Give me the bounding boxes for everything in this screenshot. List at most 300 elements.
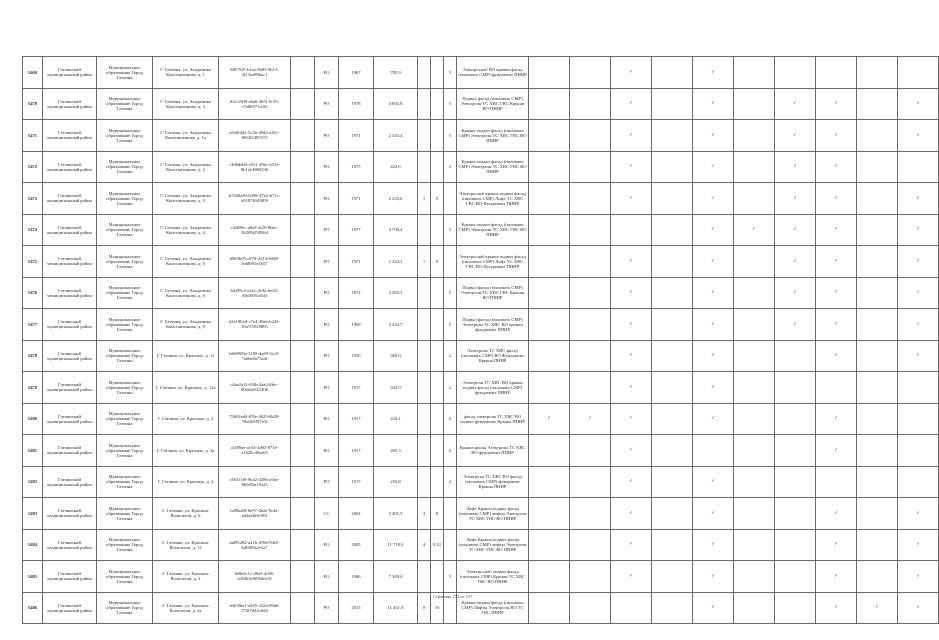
work-types-cell: Электроэн ТС ХВС ВО крыша подвал фасад (пиломать СМР) фундамент ПНИР: [457, 372, 529, 404]
empty-cell: [291, 372, 315, 404]
year-cell: 1967: [339, 57, 374, 89]
district-cell: Гатчинский муниципальный район: [43, 340, 97, 372]
table-row: [23, 372, 939, 404]
work-types-cell: Подвал фасад (пиломать СМР) Электроэн ТС ХВС ГВС Крыши ВО ПНИР: [457, 88, 529, 120]
check-cell-2: [570, 151, 611, 183]
floors-cell: 2: [444, 403, 457, 435]
checkmark-icon: ✓: [834, 195, 838, 201]
form-cell: РО: [315, 592, 339, 624]
work-types-cell: Электроснаб подвал фасад (пиломать СМР) Крыши ТС ХВС ГВС ВО ПНИР: [457, 561, 529, 593]
work-types-cell: Подвал фасад (пиломать СМР) Электроэн ТС ХВС ВО кровли фундамент ПНИР: [457, 309, 529, 341]
address-cell: Г. Гатчина, ул. Красных, д. 2: [153, 403, 219, 435]
check-cell-1: [529, 435, 570, 467]
check-cell-5: [693, 466, 734, 498]
check-cell-9: [857, 498, 898, 530]
check-cell-2: [570, 214, 611, 246]
guid-cell: b4f95c2-e4a1-4c9a-be24-f0fd5f91a5d3: [219, 277, 291, 309]
year-cell: 1971: [339, 183, 374, 215]
check-cell-3: [611, 120, 652, 152]
check-cell-4: [652, 466, 693, 498]
area-cell: 3 491,5: [374, 498, 418, 530]
work-types-cell: Крыша подвал фасад (пиломать СМР) Лифты Электроэн ВО ТС ГВС ПНИР: [457, 592, 529, 624]
row-number: 5477: [23, 309, 43, 341]
checkmark-icon: ✓: [629, 321, 633, 327]
check-cell-4: [652, 529, 693, 561]
check-cell-10: [898, 246, 939, 278]
district-cell: Гатчинский муниципальный район: [43, 246, 97, 278]
address-cell: Г. Гатчина, ул. Академика Константинова, д. 6: [153, 277, 219, 309]
checkmark-icon: ✓: [629, 479, 633, 485]
check-cell-1: [529, 498, 570, 530]
check-cell-1: [529, 183, 570, 215]
row-number: 5471: [23, 120, 43, 152]
checkmark-icon: ✓: [793, 164, 797, 170]
empty-cell: [291, 498, 315, 530]
address-cell: Г. Гатчина, ул. Академика Константинова, д. 5: [153, 246, 219, 278]
area-cell: 3 432,7: [374, 309, 418, 341]
table-row: [23, 498, 939, 530]
check-cell-6: [734, 183, 775, 215]
check-cell-8: [816, 466, 857, 498]
check-cell-1: [529, 151, 570, 183]
check-cell-8: [816, 309, 857, 341]
check-cell-10: [898, 151, 939, 183]
floors-cell: [444, 246, 457, 278]
checkmark-icon: ✓: [834, 605, 838, 611]
check-cell-2: [570, 88, 611, 120]
check-cell-7: [775, 435, 816, 467]
check-cell-10: [898, 403, 939, 435]
municipality-cell: Муниципальное образование Город Гатчина: [97, 340, 153, 372]
area-cell: 434,1: [374, 403, 418, 435]
address-cell: Г. Гатчина, ул. Красных, д. 12а: [153, 372, 219, 404]
table-row: [23, 151, 939, 183]
empty-cell: [291, 340, 315, 372]
checkmark-icon: ✓: [711, 416, 715, 422]
lifts-cell: 1: [418, 183, 431, 215]
check-cell-3: [611, 498, 652, 530]
work-types-cell: Лифт Крыша подвал фасад (пиломать СМР) лифты Электроэн ТС ХВС ГВС ВО ПНИР: [457, 498, 529, 530]
area-cell: 4 092,8: [374, 88, 418, 120]
empty-cell: [291, 183, 315, 215]
checkmark-icon: ✓: [916, 101, 920, 107]
work-types-cell: Лифт Крыша подвал фасад (пиломать СМР) лифты Электроэн ТС ХВС ГВС ВО ПНИР: [457, 529, 529, 561]
work-types-cell: Подвал фасад (пиломать СМР) Электроэн ТС ХВС ГВС Крыши ВО ПНИР: [457, 277, 529, 309]
municipality-cell: Муниципальное образование Город Гатчина: [97, 183, 153, 215]
guid-cell: 6e8e0c1c-48a5-4c96-b2f6b3e8f05dfe10: [219, 561, 291, 593]
check-cell-4: [652, 309, 693, 341]
storeys-range-cell: 9: [431, 183, 444, 215]
guid-cell: fa80ba8f-6e97-4b2a-9c4a-ed4a2bf6c98f: [219, 498, 291, 530]
checkmark-icon: ✓: [711, 227, 715, 233]
check-cell-5: [693, 88, 734, 120]
page-footer: Страница 153 из 157: [432, 594, 473, 599]
check-cell-3: [611, 214, 652, 246]
checkmark-icon: ✓: [875, 605, 879, 611]
address-cell: Г. Гатчина, ул. Академика Константинова, д. 1: [153, 57, 219, 89]
check-cell-2: [570, 246, 611, 278]
check-cell-1: [529, 88, 570, 120]
check-cell-2: [570, 561, 611, 593]
check-cell-9: [857, 183, 898, 215]
area-cell: 4 303,3: [374, 277, 418, 309]
check-cell-5: [693, 277, 734, 309]
table-row: [23, 340, 939, 372]
lifts-cell: [418, 214, 431, 246]
check-cell-7: [775, 529, 816, 561]
check-cell-3: [611, 309, 652, 341]
check-cell-5: [693, 309, 734, 341]
row-number: 5472: [23, 151, 43, 183]
check-cell-6: [734, 88, 775, 120]
check-cell-9: [857, 57, 898, 89]
checkmark-icon: ✓: [629, 164, 633, 170]
check-cell-8: [816, 340, 857, 372]
check-cell-4: [652, 403, 693, 435]
checkmark-icon: ✓: [793, 195, 797, 201]
form-cell: РО: [315, 183, 339, 215]
municipality-cell: Муниципальное образование Город Гатчина: [97, 88, 153, 120]
floors-cell: 2: [444, 466, 457, 498]
storeys-range-cell: [431, 340, 444, 372]
floors-cell: [444, 498, 457, 530]
row-number: 5474: [23, 214, 43, 246]
check-cell-8: [816, 183, 857, 215]
checkmark-icon: ✓: [916, 258, 920, 264]
check-cell-4: [652, 88, 693, 120]
check-cell-2: [570, 403, 611, 435]
checkmark-icon: ✓: [711, 101, 715, 107]
storeys-range-cell: 9: [431, 246, 444, 278]
lifts-cell: [418, 88, 431, 120]
district-cell: Гатчинский муниципальный район: [43, 183, 97, 215]
check-cell-10: [898, 435, 939, 467]
address-cell: Г. Гатчина, ул. Красных, д. 3а: [153, 435, 219, 467]
form-cell: РО: [315, 466, 339, 498]
year-cell: 2004: [339, 498, 374, 530]
checkmark-icon: ✓: [629, 290, 633, 296]
check-cell-4: [652, 340, 693, 372]
check-cell-2: [570, 435, 611, 467]
check-cell-3: [611, 151, 652, 183]
row-number: 5476: [23, 277, 43, 309]
checkmark-icon: ✓: [834, 353, 838, 359]
guid-cell: d4fc9ba1-a545-432d-99a6-772f7d42c6d4: [219, 592, 291, 624]
municipality-cell: Муниципальное образование Город Гатчина: [97, 466, 153, 498]
check-cell-2: [570, 277, 611, 309]
guid-cell: fad95284-a41b-4766-94e5-b40f09a2e3a7: [219, 529, 291, 561]
checkmark-icon: ✓: [711, 384, 715, 390]
district-cell: Гатчинский муниципальный район: [43, 151, 97, 183]
lifts-cell: [418, 151, 431, 183]
address-cell: Г. Гатчина, ул. Красных Военлетов, д. 2: [153, 561, 219, 593]
check-cell-5: [693, 246, 734, 278]
empty-cell: [291, 88, 315, 120]
check-cell-8: [816, 214, 857, 246]
check-cell-1: [529, 246, 570, 278]
municipality-cell: Муниципальное образование Город Гатчина: [97, 57, 153, 89]
lifts-cell: [418, 435, 431, 467]
checkmark-icon: ✓: [793, 258, 797, 264]
check-cell-4: [652, 120, 693, 152]
floors-cell: 5: [444, 88, 457, 120]
empty-cell: [291, 246, 315, 278]
address-cell: Г. Гатчина, ул. Академика Константинова, д. 1а: [153, 120, 219, 152]
district-cell: Гатчинский муниципальный район: [43, 498, 97, 530]
check-cell-7: [775, 277, 816, 309]
checkmark-icon: ✓: [711, 479, 715, 485]
check-cell-6: [734, 403, 775, 435]
check-cell-6: [734, 214, 775, 246]
guid-cell: b6f6909a-3109-4ad9-3cc5-7ab6e0a75a4f: [219, 340, 291, 372]
district-cell: Гатчинский муниципальный район: [43, 88, 97, 120]
form-cell: РО: [315, 214, 339, 246]
checkmark-icon: ✓: [629, 384, 633, 390]
work-types-cell: Электроснаб крыша подвал фасад (пиломать СМР) Лифт ТС ХВС ГВС ВО Фундамент ПНИР: [457, 183, 529, 215]
address-cell: Г. Гатчина, ул. Академика Константинова, д. 9: [153, 309, 219, 341]
checkmark-icon: ✓: [834, 164, 838, 170]
lifts-cell: [418, 561, 431, 593]
row-number: 5482: [23, 466, 43, 498]
checkmark-icon: ✓: [711, 69, 715, 75]
empty-cell: [291, 277, 315, 309]
lifts-cell: [418, 277, 431, 309]
municipality-cell: Муниципальное образование Город Гатчина: [97, 592, 153, 624]
check-cell-9: [857, 561, 898, 593]
municipality-cell: Муниципальное образование Город Гатчина: [97, 529, 153, 561]
address-cell: Г. Гатчина, ул. Красных Военлетов, д. 2а: [153, 592, 219, 624]
district-cell: Гатчинский муниципальный район: [43, 309, 97, 341]
check-cell-5: [693, 435, 734, 467]
check-cell-8: [816, 277, 857, 309]
floors-cell: 5: [444, 309, 457, 341]
empty-cell: [291, 151, 315, 183]
checkmark-icon: ✓: [711, 195, 715, 201]
empty-cell: [291, 403, 315, 435]
checkmark-icon: ✓: [629, 101, 633, 107]
year-cell: 1917: [339, 372, 374, 404]
lifts-cell: [418, 466, 431, 498]
check-cell-2: [570, 120, 611, 152]
checkmark-icon: ✓: [834, 573, 838, 579]
table-row: [23, 246, 939, 278]
empty-cell: [291, 120, 315, 152]
form-cell: РО: [315, 561, 339, 593]
check-cell-6: [734, 498, 775, 530]
check-cell-10: [898, 466, 939, 498]
checkmark-icon: ✓: [834, 290, 838, 296]
checkmark-icon: ✓: [916, 321, 920, 327]
row-number: 5480: [23, 403, 43, 435]
check-cell-8: [816, 57, 857, 89]
checkmark-icon: ✓: [711, 542, 715, 548]
check-cell-6: [734, 151, 775, 183]
row-number: 5473: [23, 183, 43, 215]
address-cell: Г. Гатчина, ул. Академика Константинова, д. 3: [153, 183, 219, 215]
checkmark-icon: ✓: [916, 353, 920, 359]
form-cell: РО: [315, 120, 339, 152]
year-cell: 1972: [339, 277, 374, 309]
check-cell-4: [652, 372, 693, 404]
municipality-cell: Муниципальное образование Город Гатчина: [97, 498, 153, 530]
guid-cell: a5a9f4b2-5c2b-49d2-a261-8f04f2495315: [219, 120, 291, 152]
checkmark-icon: ✓: [629, 69, 633, 75]
municipality-cell: Муниципальное образование Город Гатчина: [97, 309, 153, 341]
check-cell-8: [816, 403, 857, 435]
checkmark-icon: ✓: [793, 227, 797, 233]
check-cell-8: [816, 561, 857, 593]
checkmark-icon: ✓: [711, 164, 715, 170]
checkmark-icon: ✓: [916, 290, 920, 296]
check-cell-10: [898, 340, 939, 372]
check-cell-1: [529, 529, 570, 561]
checkmark-icon: ✓: [629, 258, 633, 264]
municipality-cell: Муниципальное образование Город Гатчина: [97, 403, 153, 435]
row-number: 5479: [23, 372, 43, 404]
year-cell: 1975: [339, 151, 374, 183]
row-number: 5486: [23, 592, 43, 624]
storeys-range-cell: [431, 214, 444, 246]
check-cell-3: [611, 88, 652, 120]
check-cell-7: [775, 403, 816, 435]
year-cell: 1917: [339, 466, 374, 498]
checkmark-icon: ✓: [629, 447, 633, 453]
guid-cell: d2e19b2d-c7e4-49ab-b243-35a7f5929805: [219, 309, 291, 341]
checkmark-icon: ✓: [629, 416, 633, 422]
check-cell-8: [816, 246, 857, 278]
lifts-cell: [418, 309, 431, 341]
year-cell: 2015: [339, 592, 374, 624]
check-cell-7: [775, 309, 816, 341]
work-types-cell: Электроэн ТС ХВС фасад (пиломать СМР) ВО Фундамент Крыша ПНИР: [457, 340, 529, 372]
storeys-range-cell: [431, 435, 444, 467]
checkmark-icon: ✓: [711, 510, 715, 516]
floors-cell: [444, 183, 457, 215]
area-cell: 334,9: [374, 372, 418, 404]
check-cell-7: [775, 466, 816, 498]
check-cell-1: [529, 120, 570, 152]
check-cell-4: [652, 498, 693, 530]
check-cell-8: [816, 529, 857, 561]
checkmark-icon: ✓: [711, 290, 715, 296]
check-cell-3: [611, 57, 652, 89]
check-cell-9: [857, 309, 898, 341]
storeys-range-cell: [431, 277, 444, 309]
empty-cell: [291, 214, 315, 246]
checkmark-icon: ✓: [793, 101, 797, 107]
check-cell-4: [652, 151, 693, 183]
check-cell-3: [611, 403, 652, 435]
storeys-range-cell: [431, 57, 444, 89]
checkmark-icon: ✓: [629, 132, 633, 138]
check-cell-8: [816, 120, 857, 152]
check-cell-4: [652, 214, 693, 246]
check-cell-3: [611, 466, 652, 498]
year-cell: 1971: [339, 246, 374, 278]
check-cell-8: [816, 498, 857, 530]
empty-cell: [291, 466, 315, 498]
checkmark-icon: ✓: [629, 573, 633, 579]
checkmark-icon: ✓: [834, 321, 838, 327]
check-cell-9: [857, 246, 898, 278]
lifts-cell: 4: [418, 529, 431, 561]
district-cell: Гатчинский муниципальный район: [43, 561, 97, 593]
check-cell-6: [734, 561, 775, 593]
area-cell: 369,0: [374, 340, 418, 372]
table-row: [23, 309, 939, 341]
check-cell-9: [857, 277, 898, 309]
year-cell: 1971: [339, 120, 374, 152]
storeys-range-cell: [431, 466, 444, 498]
district-cell: Гатчинский муниципальный район: [43, 529, 97, 561]
storeys-range-cell: [431, 88, 444, 120]
check-cell-3: [611, 372, 652, 404]
table-row: [23, 403, 939, 435]
check-cell-1: [529, 340, 570, 372]
check-cell-1: [529, 214, 570, 246]
floors-cell: [444, 529, 457, 561]
storeys-range-cell: 10: [431, 592, 444, 624]
form-cell: РО: [315, 372, 339, 404]
check-cell-9: [857, 466, 898, 498]
check-cell-4: [652, 57, 693, 89]
area-cell: 785,9: [374, 57, 418, 89]
check-cell-9: [857, 435, 898, 467]
guid-cell: c561f1f0-9b42-4286-a9ae-8f6e92a19a32: [219, 466, 291, 498]
floors-cell: 5: [444, 151, 457, 183]
checkmark-icon: ✓: [711, 573, 715, 579]
check-cell-5: [693, 183, 734, 215]
check-cell-6: [734, 57, 775, 89]
check-cell-9: [857, 151, 898, 183]
work-types-cell: Электроснаб ВО крыши фасад (пиломать СМР) фундамент ПНИР: [457, 57, 529, 89]
checkmark-icon: ✓: [793, 321, 797, 327]
check-cell-7: [775, 120, 816, 152]
district-cell: Гатчинский муниципальный район: [43, 277, 97, 309]
checkmark-icon: ✓: [916, 132, 920, 138]
row-number: 5478: [23, 340, 43, 372]
row-number: 5469: [23, 57, 43, 89]
form-cell: РО: [315, 246, 339, 278]
district-cell: Гатчинский муниципальный район: [43, 214, 97, 246]
district-cell: Гатчинский муниципальный район: [43, 466, 97, 498]
form-cell: РО: [315, 57, 339, 89]
checkmark-icon: ✓: [916, 510, 920, 516]
check-cell-6: [734, 372, 775, 404]
lifts-cell: [418, 403, 431, 435]
check-cell-10: [898, 529, 939, 561]
form-cell: РО: [315, 151, 339, 183]
check-cell-10: [898, 498, 939, 530]
check-cell-1: [529, 57, 570, 89]
check-cell-2: [570, 340, 611, 372]
check-cell-7: [775, 57, 816, 89]
year-cell: 1977: [339, 214, 374, 246]
address-cell: Г. Гатчина, ул. Красных Военлетов, д. 6: [153, 498, 219, 530]
area-cell: 7 389,4: [374, 561, 418, 593]
table-row: [23, 120, 939, 152]
municipality-cell: Муниципальное образование Город Гатчина: [97, 120, 153, 152]
check-cell-9: [857, 120, 898, 152]
check-cell-8: [816, 435, 857, 467]
floors-cell: 5: [444, 561, 457, 593]
checkmark-icon: ✓: [711, 258, 715, 264]
area-cell: 11 710,0: [374, 529, 418, 561]
storeys-range-cell: [431, 403, 444, 435]
checkmark-icon: ✓: [711, 321, 715, 327]
check-cell-2: [570, 57, 611, 89]
checkmark-icon: ✓: [711, 605, 715, 611]
